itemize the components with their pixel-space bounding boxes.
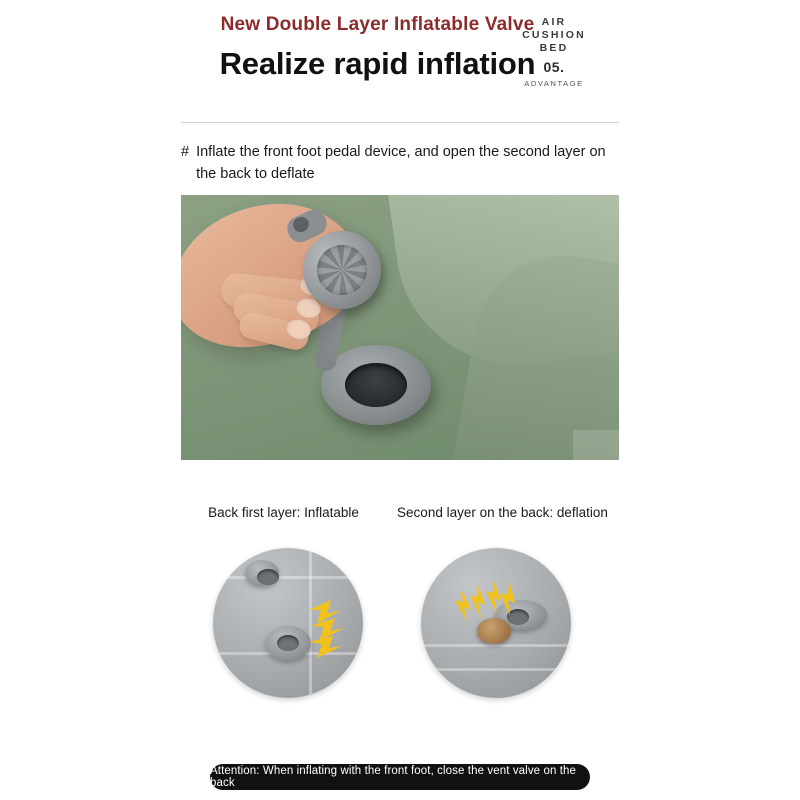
bullet-text: Inflate the front foot pedal device, and open the second layer on the back to deflate [196, 144, 606, 183]
page-headline: New Double Layer Inflatable Valve [220, 14, 535, 35]
badge-line-air: AIR [541, 16, 567, 28]
feature-bullet [181, 141, 611, 186]
badge-line-cushion: CUSHION [522, 29, 586, 42]
page-title: Realize rapid inflation [219, 46, 536, 81]
attention-banner [210, 764, 590, 790]
badge-number: 05. [543, 59, 565, 76]
main-product-photo [181, 195, 619, 460]
airflow-arrows-icon [421, 548, 571, 698]
valve-base-opening [321, 345, 431, 425]
header-divider [181, 122, 619, 123]
caption-right: Second layer on the back: deflation [397, 505, 608, 520]
circle-photo-inflation [213, 548, 363, 698]
attention-text: Attention: When inflating with the front foot, close the vent valve on the back [210, 765, 577, 789]
airflow-arrows-icon [213, 548, 363, 698]
header [0, 0, 800, 114]
bullet-marker: # [181, 144, 190, 160]
circle-photo-deflation [421, 548, 571, 698]
circle-photos [181, 548, 619, 708]
caption-left: Back first layer: Inflatable [208, 505, 359, 520]
badge-advantage-label: ADVANTAGE [524, 78, 584, 88]
circle-captions-row [181, 505, 619, 520]
advantage-badge [508, 16, 600, 88]
badge-line-bed: BED [539, 42, 569, 55]
